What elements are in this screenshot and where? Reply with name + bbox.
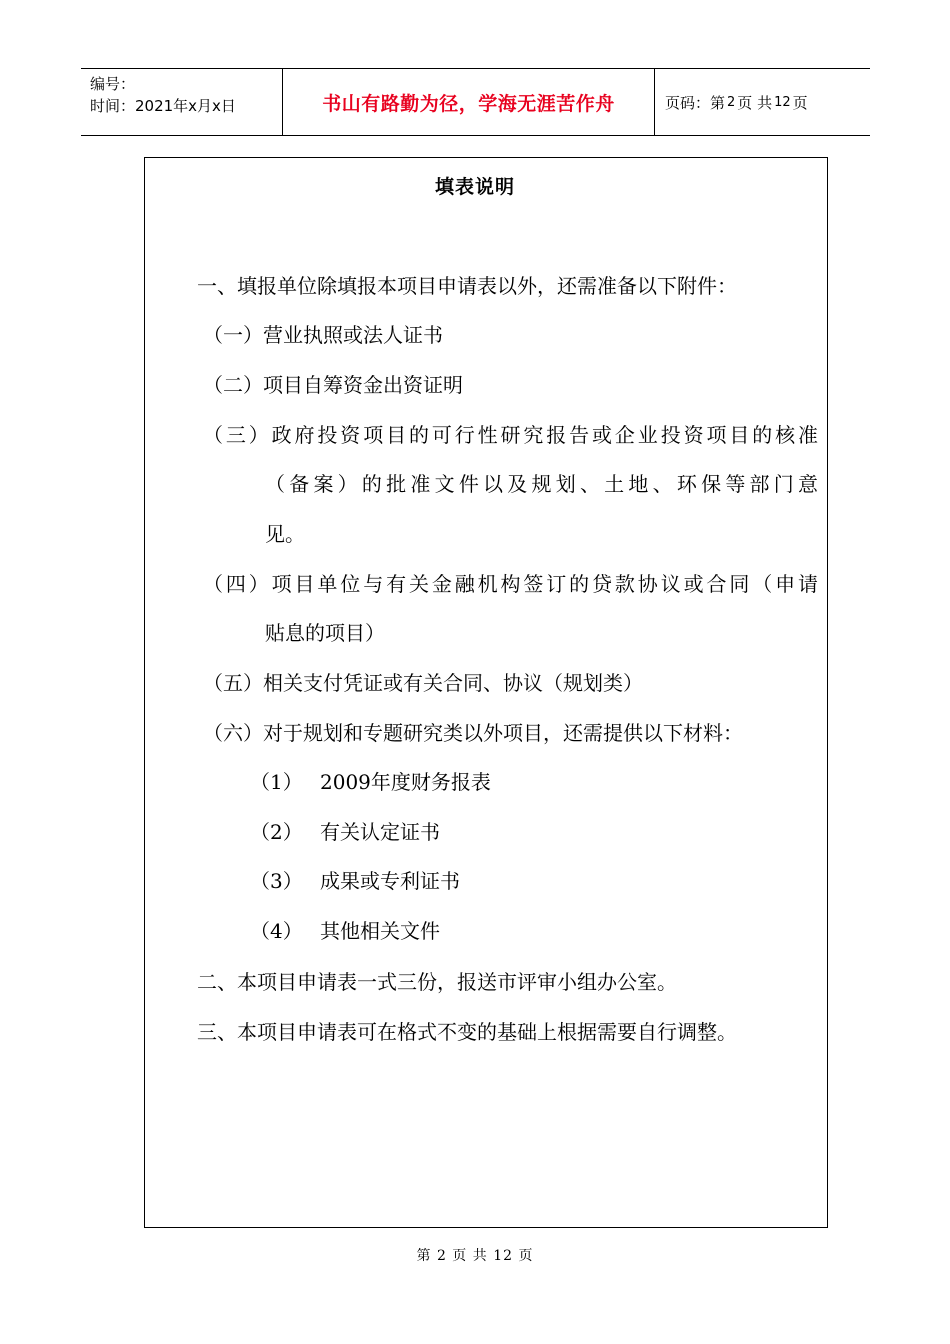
subitem-1 xyxy=(250,767,491,797)
page-total: 12 xyxy=(774,94,791,110)
item-3-line2: （备案）的批准文件以及规划、土地、环保等部门意 xyxy=(265,472,818,496)
subitem-text: 2009年度财务报表 xyxy=(320,770,491,794)
item-1: （一）营业执照或法人证书 xyxy=(203,323,443,347)
subitem-label: （2） xyxy=(250,820,303,844)
subitem-text: 有关认定证书 xyxy=(320,820,440,844)
subitem-label: （3） xyxy=(250,869,303,893)
subitem-text: 成果或专利证书 xyxy=(320,869,460,893)
subitem-2 xyxy=(250,817,440,847)
page-prefix: 页码：第 xyxy=(665,93,726,112)
header-page-info xyxy=(655,69,870,135)
item-3-line3: 见。 xyxy=(265,522,305,546)
page-title: 填表说明 xyxy=(434,176,515,198)
page-footer: 第 2 页 共 12 页 xyxy=(416,1248,534,1264)
subitem-4 xyxy=(250,916,440,946)
subitem-label: （4） xyxy=(250,919,303,943)
number-label: 编号： xyxy=(90,75,136,93)
item-4-line1: （四）项目单位与有关金融机构签订的贷款协议或合同（申请 xyxy=(203,572,818,596)
subitem-label: （1） xyxy=(250,770,303,794)
header-motto: 书山有路勤为径，学海无涯苦作舟 xyxy=(282,69,655,135)
item-3-line1: （三）政府投资项目的可行性研究报告或企业投资项目的核准 xyxy=(203,423,818,447)
page-mid: 页 共 xyxy=(737,93,773,112)
document-header xyxy=(81,68,870,136)
page-current: 2 xyxy=(727,94,736,110)
header-meta xyxy=(81,69,282,135)
item-4-line2: 贴息的项目） xyxy=(265,621,385,645)
subitem-3 xyxy=(250,866,460,896)
item-2: （二）项目自筹资金出资证明 xyxy=(203,373,463,397)
section2: 二、本项目申请表一式三份，报送市评审小组办公室。 xyxy=(197,970,677,994)
section1-heading: 一、填报单位除填报本项目申请表以外，还需准备以下附件： xyxy=(197,274,737,298)
page-suffix: 页 xyxy=(792,93,808,112)
item-6: （六）对于规划和专题研究类以外项目，还需提供以下材料： xyxy=(203,721,743,745)
time-label: 时间：2021年x月x日 xyxy=(90,97,236,115)
item-5: （五）相关支付凭证或有关合同、协议（规划类） xyxy=(203,671,643,695)
section3: 三、本项目申请表可在格式不变的基础上根据需要自行调整。 xyxy=(197,1020,737,1044)
subitem-text: 其他相关文件 xyxy=(320,919,440,943)
